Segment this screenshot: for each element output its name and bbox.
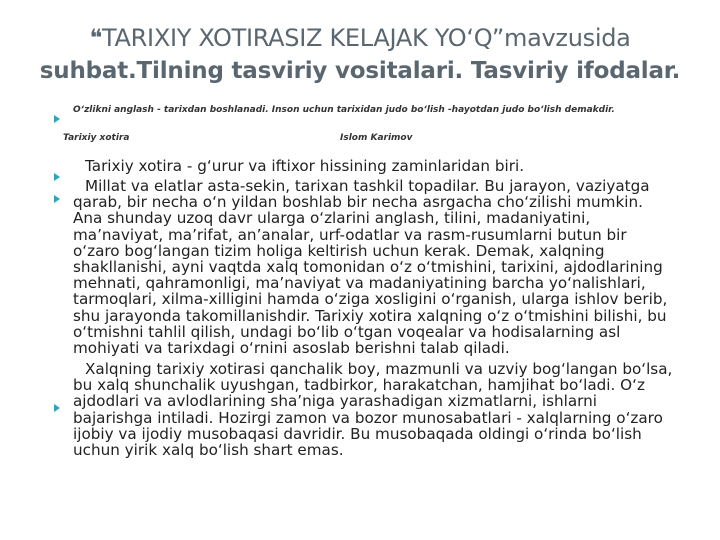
bullet-icon bbox=[54, 173, 60, 181]
epigraph-author: Islom Karimov bbox=[340, 133, 413, 143]
bullet-icon bbox=[54, 195, 60, 203]
bullet-icon bbox=[54, 404, 60, 412]
paragraph-2 bbox=[73, 178, 673, 356]
bullet-icon bbox=[54, 115, 60, 123]
title-line-1: ❝TARIXIY XOTIRASIZ KELAJAK YO‘Q”mavzusida bbox=[89, 24, 631, 52]
paragraph-1: Tarixiy xotira - g‘urur va iftixor hissining zaminlaridan biri. bbox=[85, 157, 525, 175]
epigraph-source-left: Tarixiy xotira bbox=[63, 133, 130, 143]
title-line-2: suhbat.Tilning tasviriy vositalari. Tasviriy ifodalar. bbox=[39, 58, 681, 84]
paragraph-3 bbox=[73, 361, 673, 458]
paragraph-3-text: Xalqning tarixiy xotirasi qanchalik boy, mazmunli va uzviy bog‘langan bo‘lsa, bu xalq shunchalik uyushgan, tadbirkor, harakatchan, hamjihat bo‘ladi. O‘z ajdodlari va avlodlarining sha’niga yarashadigan xizmatlarni, ishlarni bajarishga intiladi. Hozirgi zamon va bozor munosabatlari - xalqlarning o‘zaro ijobiy va ijodiy musobaqasi davridir. Bu musobaqada oldingi o‘rinda bo‘lish uchun yirik xalq bo‘lish shart emas. bbox=[73, 360, 673, 460]
slide-title bbox=[0, 22, 720, 88]
epigraph-quote: O‘zlikni anglash - tarixdan boshlanadi. Inson uchun tarixidan judo bo‘lish -hayotdan judo bo‘lish demakdir. bbox=[73, 105, 615, 115]
paragraph-2-text: Millat va elatlar asta-sekin, tarixan tashkil topadilar. Bu jarayon, vaziyatga qarab, bir necha o‘n yildan boshlab bir necha asrgacha cho‘zilishi mumkin. Ana shunday uzoq davr ularga o‘zlarini anglash, tilini, madaniyatini, ma’naviyat, ma’rifat, an’analar, urf-odatlar va rasm-rusumlarni butun bir o‘zaro bog‘langan tizim holiga keltirish uchun kerak. Demak, xalqning shakllanishi, ayni vaqtda xalq tomonidan o‘z o‘tmishini, tarixini, ajdodlarining mehnati, qahramonligi, ma’naviyat va madaniyatining barcha yo‘nalishlari, tarmoqlari, xilma-xilligini hamda o‘ziga xosligini o‘rganish, ularga ishlov berib, shu jarayonda takomillanishdir. Tarixiy xotira xalqning o‘z o‘tmishini bilishi, bu o‘tmishni tahlil qilish, undagi bo‘lib o‘tgan voqealar va hodisalarning asl mohiyati va tarixdagi o‘rnini asoslab berishni talab qiladi. bbox=[73, 177, 668, 358]
